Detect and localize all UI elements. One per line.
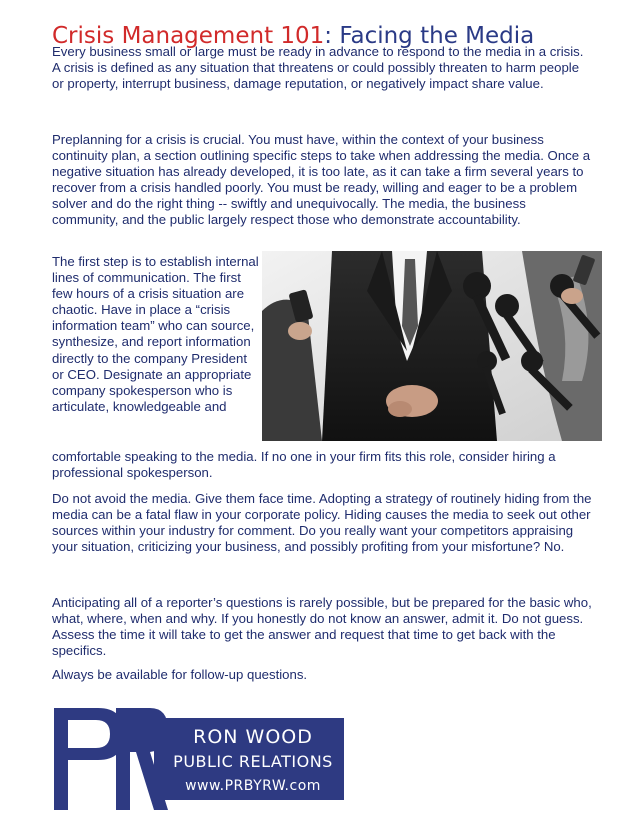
- paragraph-preplanning: Preplanning for a crisis is crucial. You must have, within the context of your business continuity plan, a section outlining specific steps to take when addressing the media. Once a negative situation has already developed, it is too late, as it can take a firm several years to recover from a crisis handled poorly. You must be ready, willing and eager to be a problem solver and do the right thing -- swiftly and unequivocally. The media, the business community, and the public largely respect those who demonstrate accountability.: [52, 132, 591, 228]
- press-conference-photo: [262, 251, 602, 441]
- paragraph-follow-up: Always be available for follow-up questions.: [52, 667, 308, 682]
- logo-name: RON WOOD: [193, 726, 313, 748]
- paragraph-anticipating: Anticipating all of a reporter’s questions is rarely possible, but be prepared for the basic who, what, where, when and why. If you honestly do not know an answer, admit it. Do not guess. Assess the time it will take to get the answer and request that time to get back with the specifics.: [52, 595, 592, 659]
- logo-website: www.PRBYRW.com: [185, 778, 321, 794]
- title-main: Facing the Media: [332, 23, 535, 50]
- paragraph-first-step-continued: comfortable speaking to the media. If no one in your firm fits this role, consider hiring a professional spokesperson.: [52, 449, 556, 481]
- title-colon: :: [324, 23, 333, 50]
- title-accent: Crisis Management 101: [52, 23, 325, 50]
- paragraph-first-step: The first step is to establish internal lines of communication. The first few hours of a crisis situation are chaotic. Have in place a “crisis information team” who can source, synthesize, and report information directly to the company President or CEO. Designate an appropriate company spokesperson who is articulate, knowledgeable and: [52, 254, 259, 414]
- paragraph-do-not-avoid: Do not avoid the media. Give them face time. Adopting a strategy of routinely hiding from the media can be a fatal flaw in your corporate policy. Hiding causes the media to seek out other sources within your industry for comment. Do you really want your competitors appraising your situation, criticizing your business, and possibly profiting from your misfortune? No.: [52, 491, 592, 555]
- paragraph-intro: Every business small or large must be ready in advance to respond to the media in a crisis. A crisis is defined as any situation that threatens or could possibly threaten to harm people or property, interrupt business, damage reputation, or negatively impact share value.: [52, 44, 584, 92]
- company-logo: [50, 704, 346, 814]
- press-photo-illustration: [262, 251, 602, 441]
- logo-subtitle: PUBLIC RELATIONS: [173, 752, 333, 771]
